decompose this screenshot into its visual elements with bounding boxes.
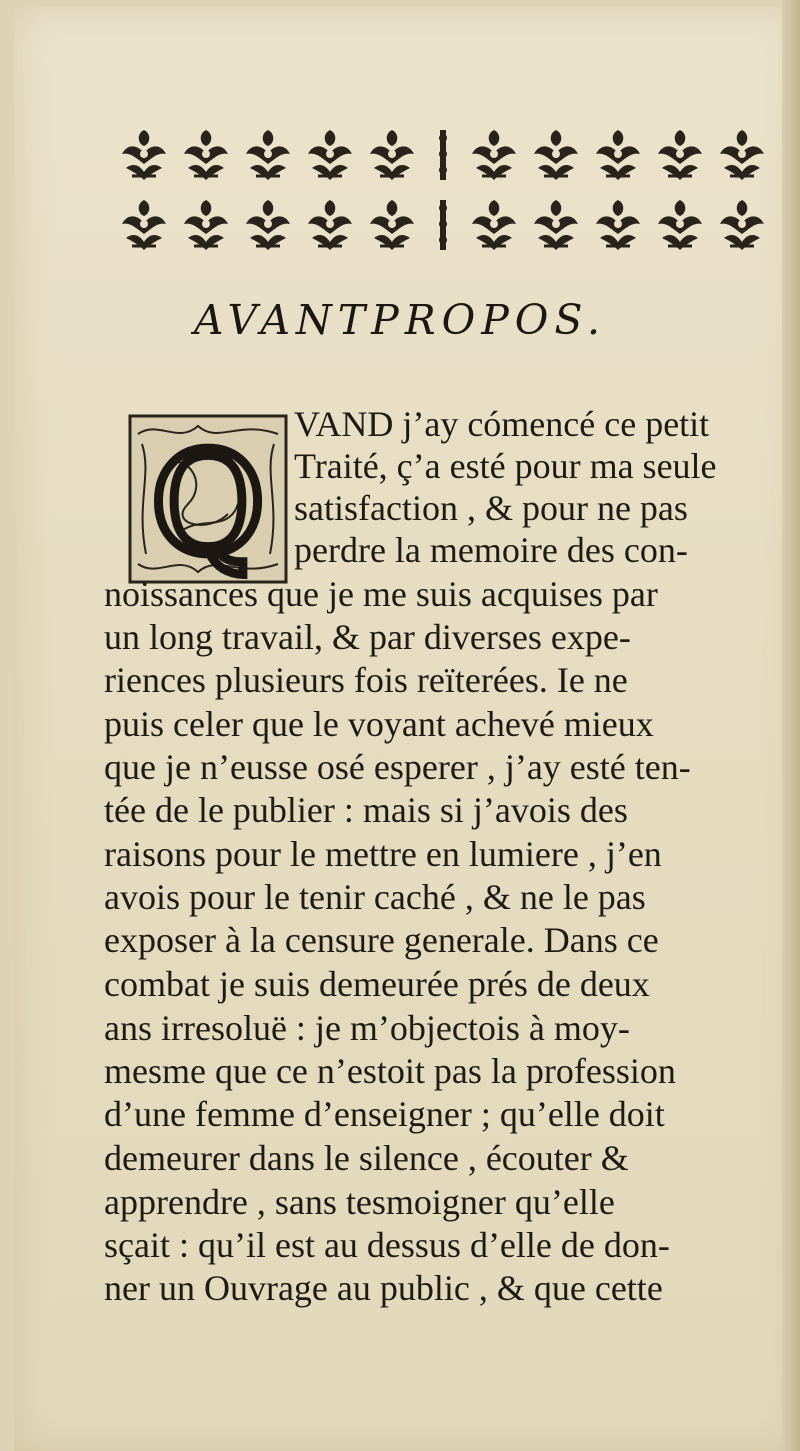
text-line: sçait : qu’il est au dessus d’elle de don- xyxy=(104,1225,670,1265)
text-line: que je n’eusse osé esperer , j’ay esté ten- xyxy=(104,747,691,787)
text-line: mesme que ce n’estoit pas la profession xyxy=(104,1051,676,1091)
text-line: ans irresoluë : je m’objectois à moy- xyxy=(104,1008,630,1048)
text-line: riences plusieurs fois reïterées. Ie ne xyxy=(104,660,628,700)
text-line: avois pour le tenir caché , & ne le pas xyxy=(104,877,646,917)
text-line: perdre la memoire des con- xyxy=(294,530,688,570)
text-line: apprendre , sans tesmoigner qu’elle xyxy=(104,1182,615,1222)
text-line: combat je suis demeurée prés de deux xyxy=(104,964,650,1004)
text-line: demeurer dans le silence , écouter & xyxy=(104,1138,629,1178)
text-line: VAND j’ay cómencé ce petit xyxy=(294,404,710,444)
text-line: ner un Ouvrage au public , & que cette xyxy=(104,1268,663,1308)
decorated-initial xyxy=(128,414,288,584)
text-line: satisfaction , & pour ne pas xyxy=(294,488,688,528)
dropcap-letter: Q xyxy=(150,423,266,584)
text-line: exposer à la censure generale. Dans ce xyxy=(104,920,659,960)
ornamental-headband xyxy=(118,122,782,262)
text-line: tée de le publier : mais si j’avois des xyxy=(104,790,628,830)
text-line: puis celer que le voyant achevé mieux xyxy=(104,704,654,744)
text-line: d’une femme d’enseigner ; qu’elle doit xyxy=(104,1094,665,1134)
text-line: un long travail, & par diverses expe- xyxy=(104,617,631,657)
text-line: Traité, ç’a esté pour ma seule xyxy=(294,446,717,486)
text-line: noissances que je me suis acquises par xyxy=(104,574,658,614)
page-edge xyxy=(782,0,800,1451)
text-line: raisons pour le mettre en lumiere , j’en xyxy=(104,834,662,874)
page-title: AVANTPROPOS. xyxy=(193,296,607,344)
